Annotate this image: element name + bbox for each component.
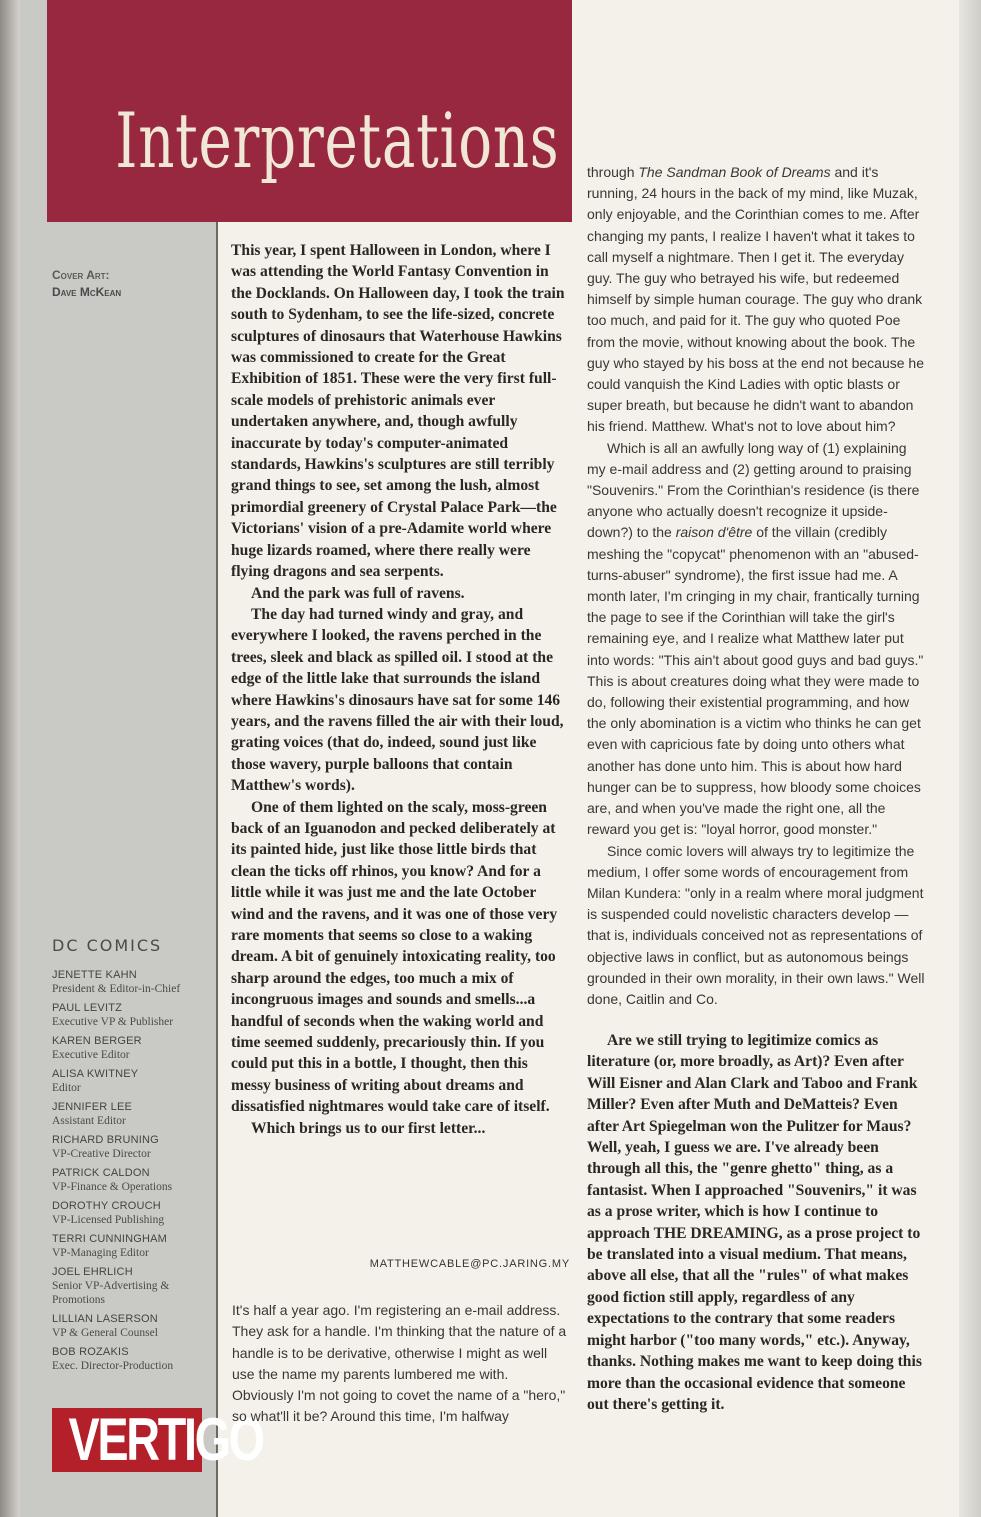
staff-name: BOB ROZAKIS [52, 1346, 129, 1358]
page-title: Interpretations [115, 96, 560, 185]
letter-text: of the villain (credibly meshing the "copycat" phenomenon with an "abused-turns-abuser" syndrome), the first issue had me. A month later, I'm cringing in my chair, frantically turning the page to see if the Corinthian will take the girl's remaining eye, and I realize what Matthew later put into words: "This ain't about good guys and bad guys." This is about creatures doing what they were made to do, following their existential programming, and how the only abomination is a victim who thinks he can get even with capricious fate by doing unto others what another has done unto him. This is about how hard hunger can be to suppress, how bloody some choices are, and when you've made the right one, all the reward you get is: "loyal horror, good monster." [587, 524, 924, 838]
editorial-paragraph: One of them lighted on the scaly, moss-green back of an Iguanodon and pecked deliberately at its painted hide, just like those little birds that clean the ticks off rhinos, you know? And for a little while it was just me and the late October wind and the ravens, and it was one of those very rare moments that seems so close to a waking dream. A bit of genuinely intoxicating reality, too sharp around the edges, too much a mix of incongruous images and sounds and smells...a handful of seconds when the waking world and time seemed suddenly, precariously thin. If you could put this in a bottle, I thought, then this messy business of writing about dreams and dissatisfied nightmares would take care of itself. [231, 798, 558, 1116]
publisher-name: DC COMICS [52, 936, 163, 955]
staff-role: VP & General Counsel [52, 1327, 158, 1339]
staff-role: VP-Licensed Publishing [52, 1214, 165, 1226]
staff-entry [52, 968, 212, 996]
staff-role: Senior VP-Advertising & Promotions [52, 1280, 170, 1306]
title-banner [47, 0, 572, 222]
staff-name: PATRICK CALDON [52, 1167, 150, 1179]
staff-name: TERRI CUNNINGHAM [52, 1233, 168, 1245]
staff-role: Editor [52, 1082, 81, 1094]
staff-name: RICHARD BRUNING [52, 1134, 159, 1146]
letter-text: and it's running, 24 hours in the back of my mind, like Muzak, only enjoyable, and the Corinthian comes to me. After changing my pants, I realize I haven't what it takes to call myself a nightmare. Then I get it. The everyday guy. The guy who betrayed his wife, but redeemed himself by simple human courage. The guy who drank too much, and paid for it. The guy who quoted Poe from the movie, without knowing about the book. The guy who stayed by his boss at the end not because he could vanquish the Kind Ladies with optic blasts or super breath, but because he didn't want to abandon his friend. Matthew. What's not to love about him? [587, 164, 925, 435]
staff-name: ALISA KWITNEY [52, 1068, 139, 1080]
staff-role: VP-Managing Editor [52, 1247, 149, 1259]
page-left-edge [0, 0, 20, 1517]
staff-entry [52, 1166, 212, 1194]
staff-entry [52, 1100, 212, 1128]
staff-role: Assistant Editor [52, 1115, 126, 1127]
editorial-paragraph: This year, I spent Halloween in London, where I was attending the World Fantasy Convention in the Docklands. On Halloween day, I took the train south to Sydenham, to see the life-sized, concrete sculptures of dinosaurs that Waterhouse Hawkins was commissioned to create for the Great Exhibition of 1851. These were the very first full-scale models of prehistoric animals ever undertaken anywhere, and, though awfully inaccurate by today's computer-animated standards, Hawkins's sculptures are still terribly grand things to see, set among the lush, almost primordial greenery of Crystal Palace Park—the Victorians' vision of a pre-Adamite world where huge lizards roamed, where there really were flying dragons and sea serpents. [231, 242, 565, 581]
staff-entry [52, 1067, 212, 1095]
staff-role: Exec. Director-Production [52, 1360, 174, 1372]
letter-paragraph [587, 162, 925, 438]
book-title: The Sandman Book of Dreams [638, 164, 831, 180]
italic-term: raison d'être [675, 524, 753, 541]
vertigo-logo-text: VERTIGO [68, 1406, 263, 1473]
editorial-paragraph: The day had turned windy and gray, and everywhere I looked, the ravens perched in the trees, sleek and black as spilled oil. I stood at the edge of the little lake that surrounds the island where Hawkins's dinosaurs have sat for some 146 years, and the ravens filled the air with their loud, grating voices (that do, indeed, sound just like those wavery, purple balloons that contain Matthew's words). [231, 605, 564, 795]
editorial-paragraph: Which brings us to our first letter... [251, 1119, 486, 1137]
letter-opening [232, 1300, 570, 1428]
staff-name: KAREN BERGER [52, 1035, 142, 1047]
staff-list [52, 968, 212, 1373]
staff-role: Executive Editor [52, 1049, 130, 1061]
staff-role: Executive VP & Publisher [52, 1016, 174, 1028]
cover-credit-label: Cover Art: [52, 268, 110, 282]
editorial-intro [231, 240, 571, 1139]
staff-role: VP-Finance & Operations [52, 1181, 173, 1193]
staff-name: PAUL LEVITZ [52, 1002, 123, 1014]
staff-entry [52, 1034, 212, 1062]
vertigo-logo [52, 1406, 263, 1473]
letter-text: Which is all an awfully long way of (1) explaining my e-mail address and (2) getting around to praising "Souvenirs." From the Corinthian's residence (is there anyone who actually doesn't recognize it upside-down?) to the [587, 439, 920, 541]
letter-paragraph: Since comic lovers will always try to legitimize the medium, I offer some words of encouragement from Milan Kundera: "only in a realm where moral judgment is suspended could novelistic characters develop — that is, individuals conceived not as representations of objective laws in conflict, but as autonomous beings grounded in their own morality, in their own laws." Well done, Caitlin and Co. [587, 842, 925, 1007]
staff-entry [52, 1232, 212, 1260]
staff-entry [52, 1345, 212, 1373]
staff-name: DOROTHY CROUCH [52, 1200, 161, 1212]
staff-name: JENNIFER LEE [52, 1101, 133, 1113]
cover-credit-name: Dave McKean [52, 285, 122, 299]
letter-paragraph: It's half a year ago. I'm registering an e-mail address. They ask for a handle. I'm thinking that the nature of a handle is to be derivative, otherwise I might as well use the name my parents lumbered me with. Obviously I'm not going to covet the name of a "hero," so what'll it be? Around this time, I'm halfway [232, 1302, 567, 1425]
staff-role: VP-Creative Director [52, 1148, 151, 1160]
staff-entry [52, 1199, 212, 1227]
staff-name: JENETTE KAHN [52, 969, 137, 981]
editorial-paragraph: And the park was full of ravens. [251, 584, 465, 602]
staff-entry [52, 1312, 212, 1340]
editor-reply [587, 1030, 927, 1415]
page-right-edge [959, 0, 981, 1517]
letter-continued [587, 162, 925, 1010]
staff-role: President & Editor-in-Chief [52, 983, 181, 995]
reply-paragraph: Are we still trying to legitimize comics as literature (or, more broadly, as Art)? Even after Will Eisner and Alan Clark and Taboo and Frank Miller? Even after Muth and DeMatteis? Even after Art Spiegelman won the Pulitzer for Maus? Well, yeah, I guess we are. I've already been through all this, the "genre ghetto" thing, as a fantasist. When I approached "Souvenirs," it was as a prose writer, which is how I continue to approach THE DREAMING, as a prose project to be translated into a visual medium. That means, above all else, that all the "rules" of what makes good fiction still apply, regardless of any expectations to the contrary that some readers might harbor ("too many words," etc.). Anyway, thanks. Nothing makes me want to keep doing this more than the occasional evidence that someone out there's getting it. [587, 1032, 922, 1413]
staff-entry [52, 1001, 212, 1029]
staff-entry [52, 1133, 212, 1161]
staff-name: JOEL EHRLICH [52, 1266, 133, 1278]
staff-name: LILLIAN LASERSON [52, 1313, 158, 1325]
cover-credit [52, 267, 212, 301]
staff-masthead [52, 936, 212, 1378]
letter-paragraph [587, 438, 925, 841]
staff-entry [52, 1265, 212, 1307]
letter-writer-email: MATTHEWCABLE@PC.JARING.MY [369, 1258, 570, 1270]
letter-text: through [587, 164, 639, 180]
